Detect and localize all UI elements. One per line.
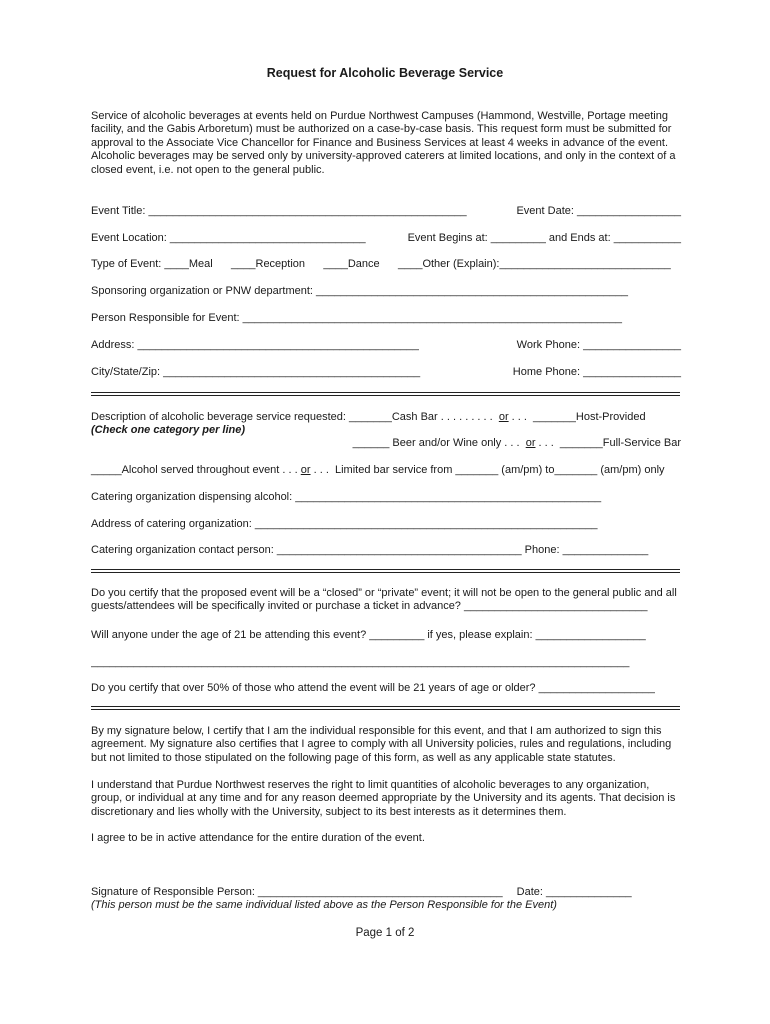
catering-contact-field[interactable]: Catering organization contact person: ________________________________________ Phone: ______________ xyxy=(91,544,649,556)
event-time-field[interactable]: Event Begins at: _________ and Ends at: ___________ xyxy=(407,232,681,244)
city-state-zip-field[interactable]: City/State/Zip: __________________________________________ xyxy=(91,366,421,378)
explain-blank-line[interactable]: ________________________________________________________________________________________ xyxy=(91,656,630,668)
catering-org-field[interactable]: Catering organization dispensing alcohol: __________________________________________________ xyxy=(91,491,602,503)
address-row xyxy=(91,338,681,352)
section-divider-3 xyxy=(91,706,680,710)
alcohol-duration-row[interactable] xyxy=(91,463,681,477)
city-row xyxy=(91,365,681,379)
beer-wine-row[interactable] xyxy=(91,436,681,450)
under-21-question[interactable]: Will anyone under the age of 21 be attending this event? _________ if yes, please explain: __________________ xyxy=(91,629,646,641)
type-of-event-field[interactable]: Type of Event: ____Meal ____Reception ____Dance ____Other (Explain):____________________________ xyxy=(91,258,671,270)
catering-address-field[interactable]: Address of catering organization: ________________________________________________________ xyxy=(91,518,598,530)
throughout-option: _____Alcohol served throughout event . . . xyxy=(91,464,301,476)
limited-service-option: . . . Limited bar service from _______ (am/pm) to_______ (am/pm) only xyxy=(310,464,665,476)
work-phone-field[interactable]: Work Phone: ________________ xyxy=(516,339,681,351)
or-word: or xyxy=(300,464,311,476)
closed-event-question[interactable]: Do you certify that the proposed event will be a “closed” or “private” event; it will not be open to the general public and all guests/attendees will be specifically invited or purchase a ticket in advance? ______________________________ xyxy=(91,587,677,613)
event-date-field[interactable]: Event Date: _________________ xyxy=(516,205,681,217)
form-title: Request for Alcoholic Beverage Service xyxy=(266,66,504,80)
attendance-statement: I agree to be in active attendance for the entire duration of the event. xyxy=(91,832,425,844)
over-50-question[interactable]: Do you certify that over 50% of those who attend the event will be 21 years of age or older? ___________________ xyxy=(91,682,655,694)
signature-row xyxy=(91,885,681,899)
event-title-field[interactable]: Event Title: ____________________________________________________ xyxy=(91,205,467,217)
check-note: (Check one category per line) xyxy=(91,424,246,436)
beer-wine-option: ______ Beer and/or Wine only . . . xyxy=(352,437,526,449)
page-number: Page 1 of 2 xyxy=(355,927,415,939)
full-service-option: . . . _______Full-Service Bar xyxy=(535,437,681,449)
section-divider-1 xyxy=(91,392,680,396)
rights-paragraph: I understand that Purdue Northwest reserves the right to limit quantities of alcoholic beverages to any organization, group, or individual at any time and for any reason deemed appropriate by the University and its agents. That decision is discretionary and lies wholly with the University, subject to its best interests as it determines them. xyxy=(91,779,676,818)
service-desc-label: Description of alcoholic beverage service requested: _______Cash Bar . . . . . . . . . xyxy=(91,411,499,423)
section-divider-2 xyxy=(91,569,680,573)
signature-note: (This person must be the same individual listed above as the Person Responsible for the Event) xyxy=(91,899,557,911)
event-title-row xyxy=(91,204,681,218)
host-provided-option: . . . _______Host-Provided xyxy=(508,411,646,423)
home-phone-field[interactable]: Home Phone: ________________ xyxy=(512,366,681,378)
address-field[interactable]: Address: ______________________________________________ xyxy=(91,339,419,351)
or-word: or xyxy=(525,437,536,449)
intro-paragraph: Service of alcoholic beverages at events held on Purdue Northwest Campuses (Hammond, Westville, Portage meeting facility, and the Gabis Arboretum) must be authorized on a case-by-case basis. This request form must be submitted for approval to the Associate Vice Chancellor for Finance and Business Services at least 4 weeks in advance of the event. Alcoholic beverages may be served only by university-approved caterers at limited locations, and only in the context of a closed event, i.e. not open to the general public. xyxy=(91,110,676,176)
signature-field[interactable]: Signature of Responsible Person: ________________________________________ xyxy=(91,886,503,898)
event-location-field[interactable]: Event Location: ________________________________ xyxy=(91,232,366,244)
certification-paragraph: By my signature below, I certify that I am the individual responsible for this event, and that I am authorized to sign this agreement. My signature also certifies that I agree to comply with all University policies, rules and regulations, including but not limited to those stipulated on the following page of this form, as well as any applicable state statutes. xyxy=(91,725,672,764)
signature-date-field[interactable]: Date: ______________ xyxy=(516,886,632,898)
or-word: or xyxy=(498,411,509,423)
service-description-row[interactable] xyxy=(91,410,681,424)
person-responsible-field[interactable]: Person Responsible for Event: ______________________________________________________________ xyxy=(91,312,622,324)
event-location-row xyxy=(91,231,681,245)
sponsoring-field[interactable]: Sponsoring organization or PNW department: ___________________________________________________ xyxy=(91,285,629,297)
